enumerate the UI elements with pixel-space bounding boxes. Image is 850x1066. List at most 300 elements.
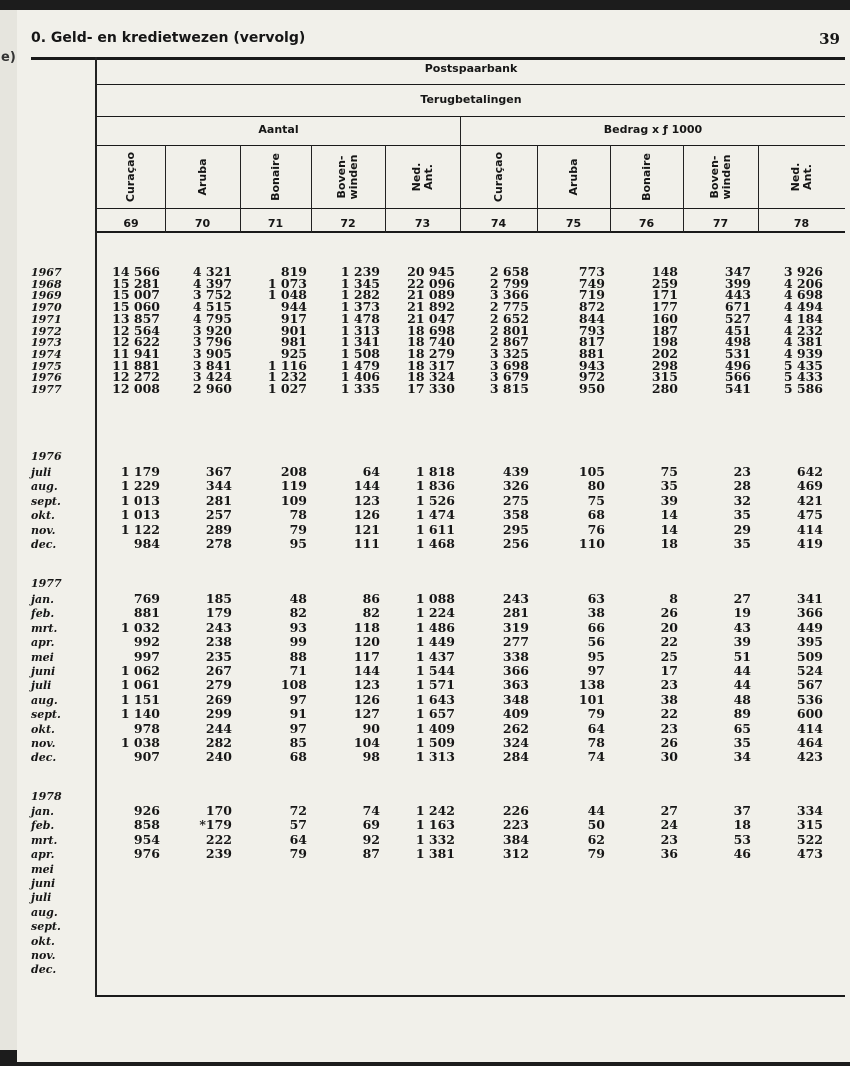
table-cell: 950 — [578, 381, 605, 396]
table-cell: 4 515 — [192, 299, 232, 315]
table-cell: 18 317 — [407, 357, 455, 373]
table-cell: 78 — [587, 735, 605, 750]
column-header: Bonaire — [268, 153, 282, 201]
table-cell: 954 — [133, 831, 160, 847]
table-cell: 1 381 — [415, 846, 455, 862]
table-cell: 1 313 — [415, 749, 455, 765]
column-number: 70 — [194, 217, 211, 230]
table-cell: 35 — [733, 536, 751, 551]
table-cell: 104 — [353, 735, 380, 750]
row-label: nov. — [31, 737, 56, 750]
table-cell: 108 — [280, 677, 307, 693]
table-cell: 984 — [133, 536, 160, 551]
table-cell: 118 — [353, 619, 380, 635]
table-cell: 567 — [796, 677, 823, 693]
table-cell: 498 — [724, 334, 751, 350]
table-cell: 315 — [796, 817, 823, 833]
table-cell: 1 345 — [340, 275, 380, 291]
table-cell: 123 — [353, 492, 380, 508]
table-cell: 202 — [651, 345, 678, 361]
table-cell: 3 698 — [489, 357, 529, 373]
table-cell: 1 409 — [415, 720, 455, 736]
row-label: sept. — [31, 920, 61, 934]
row-label: dec. — [31, 538, 57, 551]
table-cell: 71 — [289, 663, 307, 678]
column-header: Ned. Ant. — [409, 162, 435, 192]
table-cell: 5 433 — [783, 369, 823, 385]
table-cell: 27 — [660, 803, 678, 818]
table-cell: 19 — [733, 605, 751, 621]
table-cell: 66 — [587, 619, 605, 635]
table-cell: 170 — [205, 803, 232, 818]
table-cell: 1 526 — [415, 492, 455, 508]
table-cell: 280 — [651, 381, 678, 396]
table-cell: 117 — [353, 648, 380, 664]
table-cell: 12 008 — [112, 381, 160, 396]
column-number: 75 — [565, 217, 582, 230]
table-cell: 179 — [205, 605, 232, 621]
row-label: nov. — [31, 949, 56, 962]
table-cell: 531 — [724, 345, 751, 361]
table-cell: 95 — [587, 648, 605, 664]
table-cell: 944 — [280, 299, 307, 315]
table-cell: 13 857 — [112, 310, 160, 326]
bottom-rule — [95, 995, 845, 997]
table-cell: 1 373 — [340, 299, 380, 315]
year-heading: 1978 — [31, 790, 62, 803]
table-cell: 144 — [353, 663, 380, 678]
table-cell: 1 486 — [415, 619, 455, 635]
table-cell: 281 — [502, 605, 529, 621]
group-rule — [95, 84, 845, 85]
table-cell: 997 — [133, 648, 160, 664]
table-cell: 1 151 — [120, 691, 160, 707]
table-cell: 282 — [205, 735, 232, 750]
table-cell: 63 — [587, 591, 605, 606]
table-cell: 5 586 — [783, 381, 823, 396]
table-cell: 3 752 — [192, 287, 232, 303]
colhead-rule — [95, 208, 845, 209]
table-cell: 243 — [205, 619, 232, 635]
table-cell: 29 — [733, 521, 751, 537]
column-number: 78 — [793, 217, 810, 230]
table-cell: 20 — [660, 619, 678, 635]
table-cell: 75 — [660, 464, 678, 479]
table-cell: 449 — [796, 619, 823, 635]
table-cell: 138 — [578, 677, 605, 693]
table-cell: 12 564 — [112, 322, 160, 338]
table-cell: 24 — [660, 817, 678, 833]
column-number: 72 — [340, 217, 356, 230]
table-cell: 1 224 — [415, 605, 455, 621]
row-label: okt. — [31, 509, 55, 523]
table-cell: 367 — [205, 464, 232, 479]
table-cell: 1 335 — [340, 381, 380, 396]
row-label: 1969 — [31, 289, 62, 303]
table-cell: 443 — [724, 287, 751, 303]
stub-divider — [95, 57, 97, 997]
table-cell: 18 — [660, 536, 678, 551]
table-cell: 78 — [289, 507, 307, 523]
table-cell: 79 — [289, 521, 307, 537]
table-cell: 62 — [587, 831, 605, 847]
table-cell: 1 509 — [415, 735, 455, 750]
table-cell: 121 — [353, 521, 380, 537]
table-cell: 1 032 — [120, 619, 160, 635]
table-cell: 44 — [733, 663, 751, 678]
table-cell: 239 — [205, 846, 232, 862]
table-cell: 105 — [578, 464, 605, 479]
table-cell: 101 — [578, 691, 605, 707]
table-cell: 1 163 — [415, 817, 455, 833]
table-cell: 240 — [205, 749, 232, 765]
table-cell: 257 — [205, 507, 232, 523]
table-cell: 769 — [133, 591, 160, 606]
page-number: 39 — [819, 30, 840, 48]
table-cell: 109 — [280, 492, 307, 508]
row-label: 1967 — [31, 266, 62, 279]
table-cell: 1 508 — [340, 345, 380, 361]
column-divider — [683, 145, 684, 233]
table-cell: 89 — [733, 706, 751, 722]
table-cell: 1 449 — [415, 634, 455, 650]
table-cell: 3 325 — [489, 345, 529, 361]
row-label: mei — [31, 650, 54, 664]
table-cell: 399 — [724, 275, 751, 291]
column-number: 76 — [638, 217, 655, 230]
column-number: 71 — [267, 217, 284, 230]
table-cell: 1 468 — [415, 536, 455, 551]
table-cell: 423 — [796, 749, 823, 765]
table-cell: 267 — [205, 663, 232, 678]
table-cell: 72 — [289, 803, 307, 818]
column-divider — [240, 145, 241, 233]
table-cell: 23 — [660, 831, 678, 847]
table-cell: 39 — [660, 492, 678, 508]
table-cell: 171 — [651, 287, 678, 303]
table-cell: 198 — [651, 334, 678, 350]
table-cell: 235 — [205, 648, 232, 664]
table-cell: 844 — [578, 310, 605, 326]
table-cell: 95 — [289, 536, 307, 551]
row-label: 1974 — [31, 347, 62, 361]
table-cell: 1 013 — [120, 507, 160, 523]
table-cell: 1 122 — [120, 521, 160, 537]
row-label: 1977 — [31, 383, 62, 396]
table-cell: 90 — [362, 720, 380, 736]
table-cell: 92 — [362, 831, 380, 847]
table-cell: 926 — [133, 803, 160, 818]
table-cell: 223 — [502, 817, 529, 833]
column-divider — [758, 145, 759, 233]
table-cell: 1 643 — [415, 691, 455, 707]
table-cell: 315 — [651, 369, 678, 385]
table-cell: 298 — [651, 357, 678, 373]
table-cell: 68 — [587, 507, 605, 523]
row-label: okt. — [31, 722, 55, 736]
table-cell: 35 — [733, 507, 751, 523]
table-cell: 18 324 — [407, 369, 455, 385]
table-cell: 972 — [578, 369, 605, 385]
page-title: 0. Geld- en kredietwezen (vervolg) — [31, 30, 306, 46]
table-cell: 11 881 — [112, 357, 160, 373]
table-cell: 409 — [502, 706, 529, 722]
table-cell: 925 — [280, 345, 307, 361]
table-cell: 238 — [205, 634, 232, 650]
table-cell: 144 — [353, 478, 380, 494]
table-cell: 75 — [587, 492, 605, 508]
table-cell: 299 — [205, 706, 232, 722]
table-cell: 48 — [289, 591, 307, 606]
table-cell: 819 — [280, 264, 307, 279]
table-cell: 1 282 — [340, 287, 380, 303]
table-cell: 25 — [660, 648, 678, 664]
year-heading: 1976 — [31, 450, 62, 463]
table-cell: 12 272 — [112, 369, 160, 385]
table-cell: 4 939 — [783, 345, 823, 361]
table-cell: 21 089 — [407, 287, 455, 303]
table-cell: 269 — [205, 691, 232, 707]
table-cell: 22 096 — [407, 275, 455, 291]
row-label: dec. — [31, 963, 57, 977]
table-cell: 943 — [578, 357, 605, 373]
table-cell: 858 — [133, 817, 160, 833]
table-cell: 384 — [502, 831, 529, 847]
table-cell: 2 867 — [489, 334, 529, 350]
table-cell: 4 321 — [192, 264, 232, 279]
column-header: Aruba — [566, 158, 580, 196]
table-cell: 23 — [733, 464, 751, 479]
column-divider — [537, 145, 538, 233]
table-cell: 600 — [796, 706, 823, 722]
table-cell: 97 — [289, 720, 307, 736]
header-postspaarbank: Postspaarbank — [424, 62, 518, 75]
table-cell: 259 — [651, 275, 678, 291]
table-cell: 3 926 — [783, 264, 823, 279]
table-cell: 1 088 — [415, 591, 455, 606]
table-cell: 123 — [353, 677, 380, 693]
table-cell: 4 206 — [783, 275, 823, 291]
table-cell: 1 242 — [415, 803, 455, 818]
table-cell: 44 — [587, 803, 605, 818]
row-label: mrt. — [31, 621, 58, 635]
row-label: aug. — [31, 480, 58, 494]
table-cell: 1 544 — [415, 663, 455, 678]
table-cell: 85 — [289, 735, 307, 750]
table-cell: 148 — [651, 264, 678, 279]
table-cell: 69 — [362, 817, 380, 833]
table-cell: 3 424 — [192, 369, 232, 385]
table-cell: 64 — [289, 831, 307, 847]
row-label: juli — [31, 466, 52, 479]
table-cell: 21 047 — [407, 310, 455, 326]
table-cell: 358 — [502, 507, 529, 523]
table-cell: 1 140 — [120, 706, 160, 722]
table-cell: 1 027 — [267, 381, 307, 396]
row-label: nov. — [31, 523, 56, 537]
table-cell: 1 332 — [415, 831, 455, 847]
header-aantal: Aantal — [258, 123, 299, 136]
table-cell: 414 — [796, 720, 823, 736]
row-label: 1968 — [31, 277, 62, 291]
table-cell: 21 892 — [407, 299, 455, 315]
table-cell: 43 — [733, 619, 751, 635]
table-cell: 4 698 — [783, 287, 823, 303]
table-cell: 1 073 — [267, 275, 307, 291]
table-cell: 18 — [733, 817, 751, 833]
row-label: feb. — [31, 607, 55, 621]
table-cell: 366 — [502, 663, 529, 678]
row-label: aug. — [31, 693, 58, 707]
column-number: 73 — [414, 217, 431, 230]
table-cell: 917 — [280, 310, 307, 326]
table-cell: 38 — [587, 605, 605, 621]
table-cell: 978 — [133, 720, 160, 736]
row-label: jan. — [31, 593, 54, 606]
table-cell: 1 478 — [340, 310, 380, 326]
header-terugbetalingen: Terugbetalingen — [420, 93, 522, 106]
table-cell: 469 — [796, 478, 823, 494]
table-cell: 1 313 — [340, 322, 380, 338]
table-cell: 749 — [578, 275, 605, 291]
table-cell: 17 — [660, 663, 678, 678]
table-cell: 1 437 — [415, 648, 455, 664]
table-cell: 1 229 — [120, 478, 160, 494]
table-cell: 1 061 — [120, 677, 160, 693]
table-cell: 1 116 — [267, 357, 307, 373]
table-cell: 1 406 — [340, 369, 380, 385]
row-label: 1970 — [31, 301, 62, 315]
table-cell: 74 — [362, 803, 380, 818]
column-divider — [610, 145, 611, 233]
table-cell: 51 — [733, 648, 751, 664]
table-cell: 79 — [587, 706, 605, 722]
table-cell: 50 — [587, 817, 605, 833]
table-cell: 26 — [660, 605, 678, 621]
table-cell: 53 — [733, 831, 751, 847]
table-cell: 177 — [651, 299, 678, 315]
table-cell: 1 232 — [267, 369, 307, 385]
left-page-edge — [0, 10, 17, 1050]
table-cell: 79 — [587, 846, 605, 862]
table-cell: 68 — [289, 749, 307, 765]
table-cell: 82 — [362, 605, 380, 621]
table-cell: 98 — [362, 749, 380, 765]
table-cell: 1 474 — [415, 507, 455, 523]
table-cell: 284 — [502, 749, 529, 765]
table-cell: 80 — [587, 478, 605, 494]
table-cell: 566 — [724, 369, 751, 385]
row-label: 1971 — [31, 312, 62, 326]
table-cell: 319 — [502, 619, 529, 635]
row-label: 1972 — [31, 324, 62, 338]
table-cell: 881 — [133, 605, 160, 621]
table-cell: 1 479 — [340, 357, 380, 373]
table-cell: 48 — [733, 691, 751, 707]
aantal-rule — [95, 145, 845, 146]
table-cell: 289 — [205, 521, 232, 537]
table-cell: 23 — [660, 720, 678, 736]
table-cell: 126 — [353, 507, 380, 523]
table-cell: 817 — [578, 334, 605, 350]
table-cell: 2 801 — [489, 322, 529, 338]
table-cell: 119 — [280, 478, 307, 494]
table-cell: 64 — [587, 720, 605, 736]
table-cell: 76 — [587, 521, 605, 537]
table-cell: 97 — [289, 691, 307, 707]
row-label: okt. — [31, 934, 55, 948]
table-cell: 17 330 — [407, 381, 455, 396]
table-cell: 1 048 — [267, 287, 307, 303]
table-cell: 1 611 — [415, 521, 455, 537]
table-cell: 773 — [578, 264, 605, 279]
table-cell: 642 — [796, 464, 823, 479]
table-cell: 99 — [289, 634, 307, 650]
table-cell: 326 — [502, 478, 529, 494]
table-cell: 14 — [660, 507, 678, 523]
table-cell: 15 007 — [112, 287, 160, 303]
table-cell: 279 — [205, 677, 232, 693]
table-cell: 20 945 — [407, 264, 455, 279]
table-cell: 34 — [733, 749, 751, 765]
table-cell: 22 — [660, 706, 678, 722]
table-cell: 15 060 — [112, 299, 160, 315]
table-cell: 2 652 — [489, 310, 529, 326]
column-header: Aruba — [195, 158, 209, 196]
table-cell: 719 — [578, 287, 605, 303]
table-cell: 1 818 — [415, 464, 455, 479]
table-cell: 244 — [205, 720, 232, 736]
table-cell: 475 — [796, 507, 823, 523]
table-cell: 4 494 — [783, 299, 823, 315]
table-cell: 97 — [587, 663, 605, 678]
row-label: 1975 — [31, 359, 62, 373]
table-cell: 348 — [502, 691, 529, 707]
column-header: Ned. Ant. — [788, 162, 814, 192]
column-divider — [165, 145, 166, 233]
table-cell: 275 — [502, 492, 529, 508]
table-cell: 907 — [133, 749, 160, 765]
table-cell: 65 — [733, 720, 751, 736]
row-label: juni — [31, 877, 56, 890]
top-rule — [31, 57, 845, 60]
row-label: dec. — [31, 751, 57, 765]
row-label: juli — [31, 679, 52, 693]
row-label: feb. — [31, 819, 55, 833]
row-label: 1976 — [31, 371, 62, 385]
table-cell: 38 — [660, 691, 678, 707]
table-cell: 110 — [578, 536, 605, 551]
table-cell: 509 — [796, 648, 823, 664]
table-cell: 64 — [362, 464, 380, 479]
document-page — [17, 10, 850, 1062]
table-cell: 324 — [502, 735, 529, 750]
row-label: sept. — [31, 708, 61, 722]
table-cell: 2 799 — [489, 275, 529, 291]
table-cell: 14 — [660, 521, 678, 537]
table-cell: 187 — [651, 322, 678, 338]
table-cell: 15 281 — [112, 275, 160, 291]
row-label: jan. — [31, 805, 54, 818]
row-label: sept. — [31, 494, 61, 508]
table-cell: 1 013 — [120, 492, 160, 508]
table-cell: 3 796 — [192, 334, 232, 350]
table-cell: 8 — [669, 591, 678, 606]
column-header: Boven- winden — [707, 154, 733, 200]
table-cell: 3 679 — [489, 369, 529, 385]
table-cell: 86 — [362, 591, 380, 606]
table-cell: 14 566 — [112, 264, 160, 279]
